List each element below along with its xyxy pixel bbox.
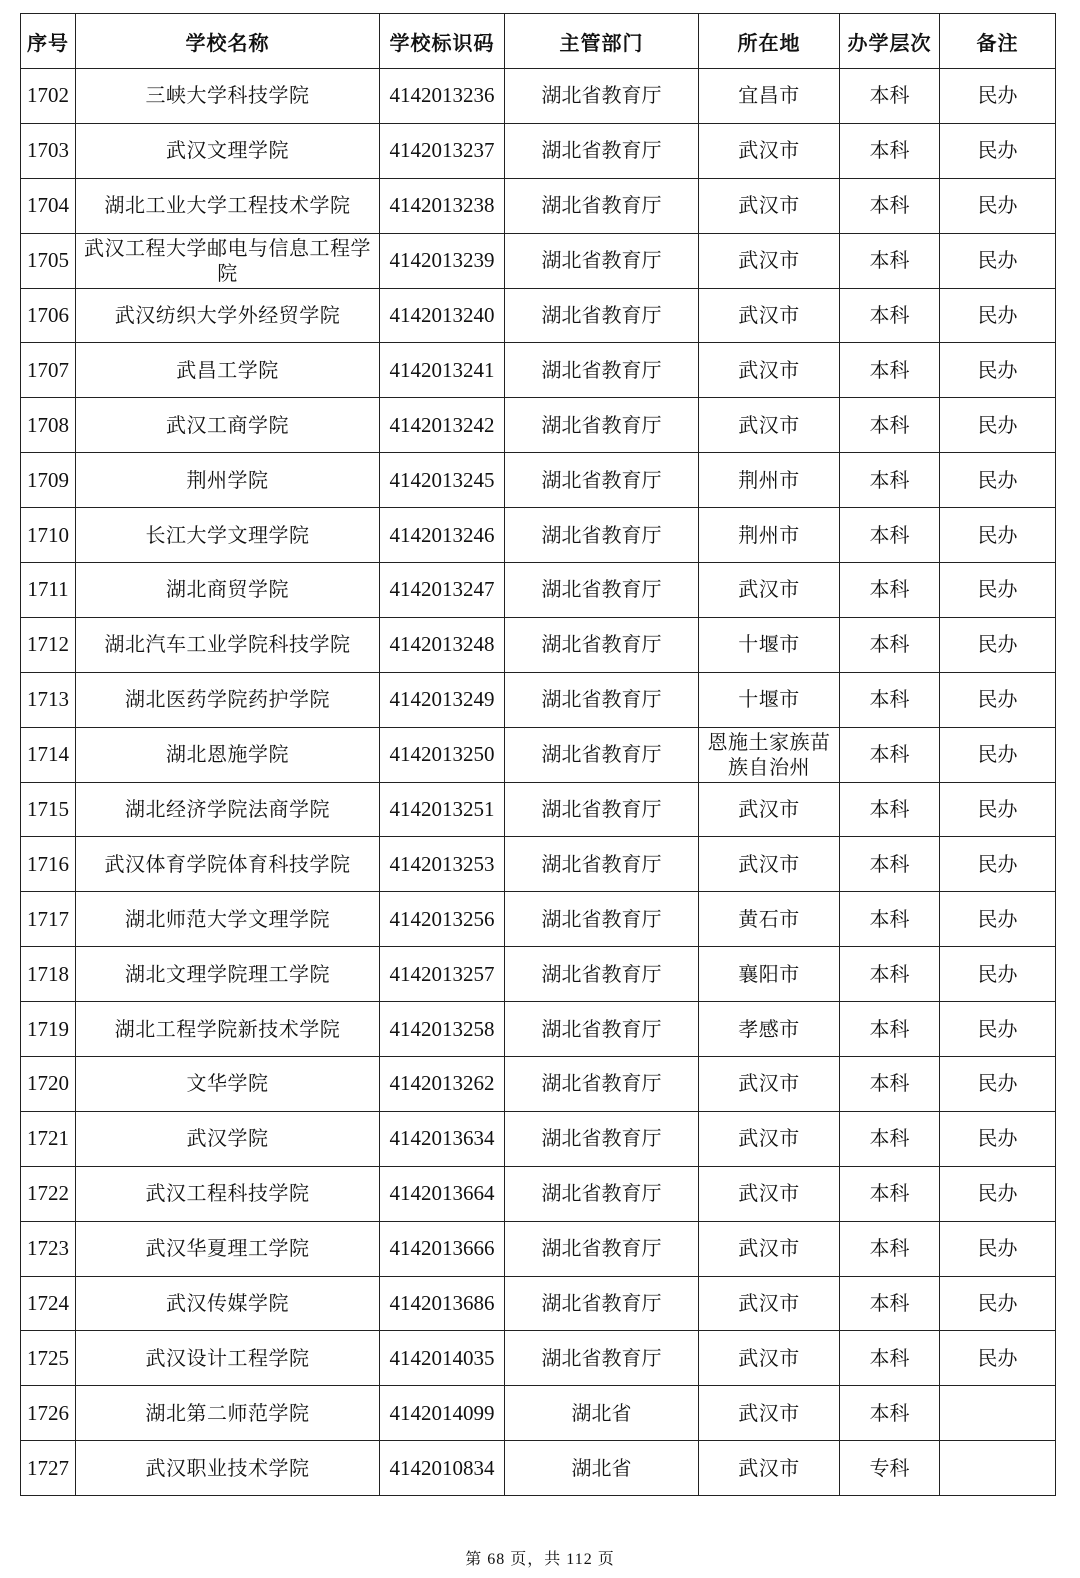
cell-level: 本科 [840, 892, 940, 947]
cell-index: 1715 [21, 782, 76, 837]
cell-remarks: 民办 [940, 1331, 1056, 1386]
cell-remarks: 民办 [940, 1221, 1056, 1276]
cell-index: 1709 [21, 453, 76, 508]
cell-index: 1704 [21, 178, 76, 233]
cell-department: 湖北省教育厅 [505, 1221, 699, 1276]
cell-school-code: 4142013236 [380, 69, 505, 124]
cell-remarks [940, 1441, 1056, 1496]
cell-index: 1707 [21, 343, 76, 398]
cell-location: 孝感市 [699, 1002, 840, 1057]
cell-school-code: 4142010834 [380, 1441, 505, 1496]
cell-level: 本科 [840, 1111, 940, 1166]
cell-department: 湖北省教育厅 [505, 398, 699, 453]
cell-remarks: 民办 [940, 1166, 1056, 1221]
cell-index: 1710 [21, 508, 76, 563]
cell-school-code: 4142013257 [380, 947, 505, 1002]
cell-department: 湖北省教育厅 [505, 1111, 699, 1166]
table-row [21, 1111, 1056, 1166]
cell-level: 本科 [840, 1057, 940, 1112]
cell-location: 武汉市 [699, 398, 840, 453]
cell-level: 本科 [840, 398, 940, 453]
cell-school-code: 4142013251 [380, 782, 505, 837]
header-location: 所在地 [699, 14, 840, 69]
cell-department: 湖北省教育厅 [505, 123, 699, 178]
table-row [21, 727, 1056, 782]
cell-department: 湖北省教育厅 [505, 617, 699, 672]
table-row [21, 233, 1056, 288]
cell-index: 1717 [21, 892, 76, 947]
school-list-table [20, 13, 1056, 1496]
cell-school-name: 湖北工程学院新技术学院 [76, 1002, 380, 1057]
cell-remarks: 民办 [940, 69, 1056, 124]
table-row [21, 892, 1056, 947]
cell-level: 本科 [840, 288, 940, 343]
cell-location: 武汉市 [699, 563, 840, 618]
cell-school-code: 4142014099 [380, 1386, 505, 1441]
cell-department: 湖北省教育厅 [505, 1166, 699, 1221]
cell-index: 1712 [21, 617, 76, 672]
cell-index: 1724 [21, 1276, 76, 1331]
cell-school-name: 荆州学院 [76, 453, 380, 508]
cell-department: 湖北省教育厅 [505, 672, 699, 727]
cell-school-name: 长江大学文理学院 [76, 508, 380, 563]
cell-index: 1727 [21, 1441, 76, 1496]
cell-level: 本科 [840, 727, 940, 782]
cell-remarks: 民办 [940, 508, 1056, 563]
cell-school-code: 4142014035 [380, 1331, 505, 1386]
cell-school-code: 4142013262 [380, 1057, 505, 1112]
cell-remarks: 民办 [940, 398, 1056, 453]
cell-remarks: 民办 [940, 727, 1056, 782]
cell-location: 武汉市 [699, 1166, 840, 1221]
table-row [21, 672, 1056, 727]
cell-department: 湖北省教育厅 [505, 782, 699, 837]
table-row [21, 563, 1056, 618]
table-row [21, 1221, 1056, 1276]
table-header [21, 14, 1056, 69]
cell-department: 湖北省教育厅 [505, 288, 699, 343]
header-remarks: 备注 [940, 14, 1056, 69]
cell-index: 1722 [21, 1166, 76, 1221]
cell-index: 1719 [21, 1002, 76, 1057]
cell-school-code: 4142013237 [380, 123, 505, 178]
cell-school-name: 武汉设计工程学院 [76, 1331, 380, 1386]
cell-index: 1721 [21, 1111, 76, 1166]
cell-index: 1711 [21, 563, 76, 618]
table-body [21, 69, 1056, 1496]
cell-remarks: 民办 [940, 178, 1056, 233]
table-row [21, 288, 1056, 343]
cell-level: 本科 [840, 1331, 940, 1386]
table-row [21, 1331, 1056, 1386]
table-row [21, 1057, 1056, 1112]
header-department: 主管部门 [505, 14, 699, 69]
table-row [21, 1276, 1056, 1331]
table-row [21, 508, 1056, 563]
cell-school-code: 4142013253 [380, 837, 505, 892]
cell-level: 本科 [840, 178, 940, 233]
cell-school-code: 4142013634 [380, 1111, 505, 1166]
cell-level: 本科 [840, 947, 940, 1002]
cell-school-name: 武昌工学院 [76, 343, 380, 398]
cell-location: 荆州市 [699, 508, 840, 563]
table-row [21, 617, 1056, 672]
cell-remarks: 民办 [940, 563, 1056, 618]
cell-location: 武汉市 [699, 782, 840, 837]
cell-level: 本科 [840, 672, 940, 727]
cell-school-name: 武汉工程大学邮电与信息工程学院 [76, 233, 380, 288]
cell-location: 武汉市 [699, 343, 840, 398]
cell-index: 1713 [21, 672, 76, 727]
cell-department: 湖北省教育厅 [505, 1331, 699, 1386]
table-row [21, 343, 1056, 398]
cell-location: 武汉市 [699, 288, 840, 343]
cell-school-code: 4142013245 [380, 453, 505, 508]
cell-school-code: 4142013239 [380, 233, 505, 288]
cell-index: 1723 [21, 1221, 76, 1276]
cell-remarks: 民办 [940, 123, 1056, 178]
cell-level: 本科 [840, 508, 940, 563]
header-level: 办学层次 [840, 14, 940, 69]
cell-level: 本科 [840, 1002, 940, 1057]
cell-level: 本科 [840, 617, 940, 672]
cell-school-code: 4142013247 [380, 563, 505, 618]
cell-remarks: 民办 [940, 1276, 1056, 1331]
cell-department: 湖北省教育厅 [505, 1057, 699, 1112]
cell-department: 湖北省教育厅 [505, 727, 699, 782]
cell-school-name: 武汉华夏理工学院 [76, 1221, 380, 1276]
cell-school-name: 湖北经济学院法商学院 [76, 782, 380, 837]
cell-level: 本科 [840, 563, 940, 618]
cell-school-name: 武汉文理学院 [76, 123, 380, 178]
cell-level: 本科 [840, 1276, 940, 1331]
cell-level: 本科 [840, 1166, 940, 1221]
cell-location: 武汉市 [699, 1057, 840, 1112]
cell-location: 黄石市 [699, 892, 840, 947]
cell-index: 1726 [21, 1386, 76, 1441]
cell-school-name: 武汉工商学院 [76, 398, 380, 453]
cell-remarks [940, 1386, 1056, 1441]
cell-index: 1703 [21, 123, 76, 178]
header-index: 序号 [21, 14, 76, 69]
cell-location: 恩施土家族苗族自治州 [699, 727, 840, 782]
page-number-footer: 第 68 页，共 112 页 [465, 1551, 615, 1568]
cell-school-code: 4142013258 [380, 1002, 505, 1057]
table-row [21, 398, 1056, 453]
table-row [21, 947, 1056, 1002]
table-row [21, 1166, 1056, 1221]
cell-school-code: 4142013246 [380, 508, 505, 563]
cell-level: 本科 [840, 69, 940, 124]
cell-school-name: 武汉体育学院体育科技学院 [76, 837, 380, 892]
table-row [21, 1386, 1056, 1441]
cell-level: 专科 [840, 1441, 940, 1496]
cell-level: 本科 [840, 782, 940, 837]
cell-school-name: 武汉职业技术学院 [76, 1441, 380, 1496]
cell-level: 本科 [840, 123, 940, 178]
cell-index: 1714 [21, 727, 76, 782]
cell-school-name: 湖北文理学院理工学院 [76, 947, 380, 1002]
cell-location: 武汉市 [699, 1111, 840, 1166]
cell-remarks: 民办 [940, 617, 1056, 672]
cell-location: 武汉市 [699, 123, 840, 178]
cell-remarks: 民办 [940, 233, 1056, 288]
cell-school-code: 4142013686 [380, 1276, 505, 1331]
cell-school-name: 武汉学院 [76, 1111, 380, 1166]
cell-school-code: 4142013256 [380, 892, 505, 947]
cell-department: 湖北省教育厅 [505, 563, 699, 618]
cell-school-code: 4142013249 [380, 672, 505, 727]
cell-school-name: 湖北第二师范学院 [76, 1386, 380, 1441]
cell-school-name: 湖北恩施学院 [76, 727, 380, 782]
cell-index: 1725 [21, 1331, 76, 1386]
header-school-code: 学校标识码 [380, 14, 505, 69]
cell-level: 本科 [840, 453, 940, 508]
cell-level: 本科 [840, 1221, 940, 1276]
cell-department: 湖北省教育厅 [505, 1002, 699, 1057]
cell-school-code: 4142013248 [380, 617, 505, 672]
cell-school-name: 武汉传媒学院 [76, 1276, 380, 1331]
cell-remarks: 民办 [940, 1002, 1056, 1057]
cell-school-name: 湖北师范大学文理学院 [76, 892, 380, 947]
cell-remarks: 民办 [940, 288, 1056, 343]
cell-remarks: 民办 [940, 1057, 1056, 1112]
cell-department: 湖北省教育厅 [505, 69, 699, 124]
cell-location: 武汉市 [699, 178, 840, 233]
cell-department: 湖北省教育厅 [505, 453, 699, 508]
cell-department: 湖北省教育厅 [505, 343, 699, 398]
table-row [21, 178, 1056, 233]
cell-location: 十堰市 [699, 617, 840, 672]
cell-school-code: 4142013242 [380, 398, 505, 453]
cell-index: 1718 [21, 947, 76, 1002]
cell-department: 湖北省教育厅 [505, 233, 699, 288]
cell-school-code: 4142013250 [380, 727, 505, 782]
cell-level: 本科 [840, 837, 940, 892]
cell-index: 1716 [21, 837, 76, 892]
cell-department: 湖北省教育厅 [505, 508, 699, 563]
table-row [21, 123, 1056, 178]
table-row [21, 453, 1056, 508]
cell-school-name: 湖北商贸学院 [76, 563, 380, 618]
cell-location: 武汉市 [699, 1331, 840, 1386]
cell-index: 1702 [21, 69, 76, 124]
cell-index: 1720 [21, 1057, 76, 1112]
cell-location: 荆州市 [699, 453, 840, 508]
cell-school-code: 4142013240 [380, 288, 505, 343]
cell-department: 湖北省教育厅 [505, 178, 699, 233]
cell-index: 1708 [21, 398, 76, 453]
cell-school-code: 4142013241 [380, 343, 505, 398]
cell-department: 湖北省教育厅 [505, 947, 699, 1002]
cell-remarks: 民办 [940, 782, 1056, 837]
cell-school-name: 湖北工业大学工程技术学院 [76, 178, 380, 233]
cell-location: 武汉市 [699, 233, 840, 288]
cell-location: 武汉市 [699, 1276, 840, 1331]
cell-school-name: 武汉纺织大学外经贸学院 [76, 288, 380, 343]
table-row [21, 782, 1056, 837]
cell-school-name: 湖北医药学院药护学院 [76, 672, 380, 727]
school-list-table-container [20, 13, 1055, 1496]
cell-remarks: 民办 [940, 453, 1056, 508]
header-school-name: 学校名称 [76, 14, 380, 69]
cell-school-code: 4142013664 [380, 1166, 505, 1221]
cell-department: 湖北省 [505, 1441, 699, 1496]
cell-department: 湖北省教育厅 [505, 892, 699, 947]
cell-school-code: 4142013238 [380, 178, 505, 233]
cell-location: 武汉市 [699, 1221, 840, 1276]
cell-location: 武汉市 [699, 1441, 840, 1496]
cell-remarks: 民办 [940, 1111, 1056, 1166]
cell-remarks: 民办 [940, 947, 1056, 1002]
cell-remarks: 民办 [940, 837, 1056, 892]
cell-school-name: 三峡大学科技学院 [76, 69, 380, 124]
cell-location: 武汉市 [699, 837, 840, 892]
header-row [21, 14, 1056, 69]
cell-index: 1705 [21, 233, 76, 288]
table-row [21, 69, 1056, 124]
cell-school-code: 4142013666 [380, 1221, 505, 1276]
table-row [21, 1441, 1056, 1496]
cell-remarks: 民办 [940, 672, 1056, 727]
cell-level: 本科 [840, 343, 940, 398]
cell-level: 本科 [840, 1386, 940, 1441]
cell-location: 武汉市 [699, 1386, 840, 1441]
cell-index: 1706 [21, 288, 76, 343]
cell-department: 湖北省 [505, 1386, 699, 1441]
table-row [21, 1002, 1056, 1057]
cell-remarks: 民办 [940, 892, 1056, 947]
cell-remarks: 民办 [940, 343, 1056, 398]
cell-location: 十堰市 [699, 672, 840, 727]
cell-department: 湖北省教育厅 [505, 837, 699, 892]
cell-school-name: 文华学院 [76, 1057, 380, 1112]
cell-level: 本科 [840, 233, 940, 288]
table-row [21, 837, 1056, 892]
cell-department: 湖北省教育厅 [505, 1276, 699, 1331]
cell-school-name: 武汉工程科技学院 [76, 1166, 380, 1221]
cell-location: 襄阳市 [699, 947, 840, 1002]
cell-location: 宜昌市 [699, 69, 840, 124]
cell-school-name: 湖北汽车工业学院科技学院 [76, 617, 380, 672]
